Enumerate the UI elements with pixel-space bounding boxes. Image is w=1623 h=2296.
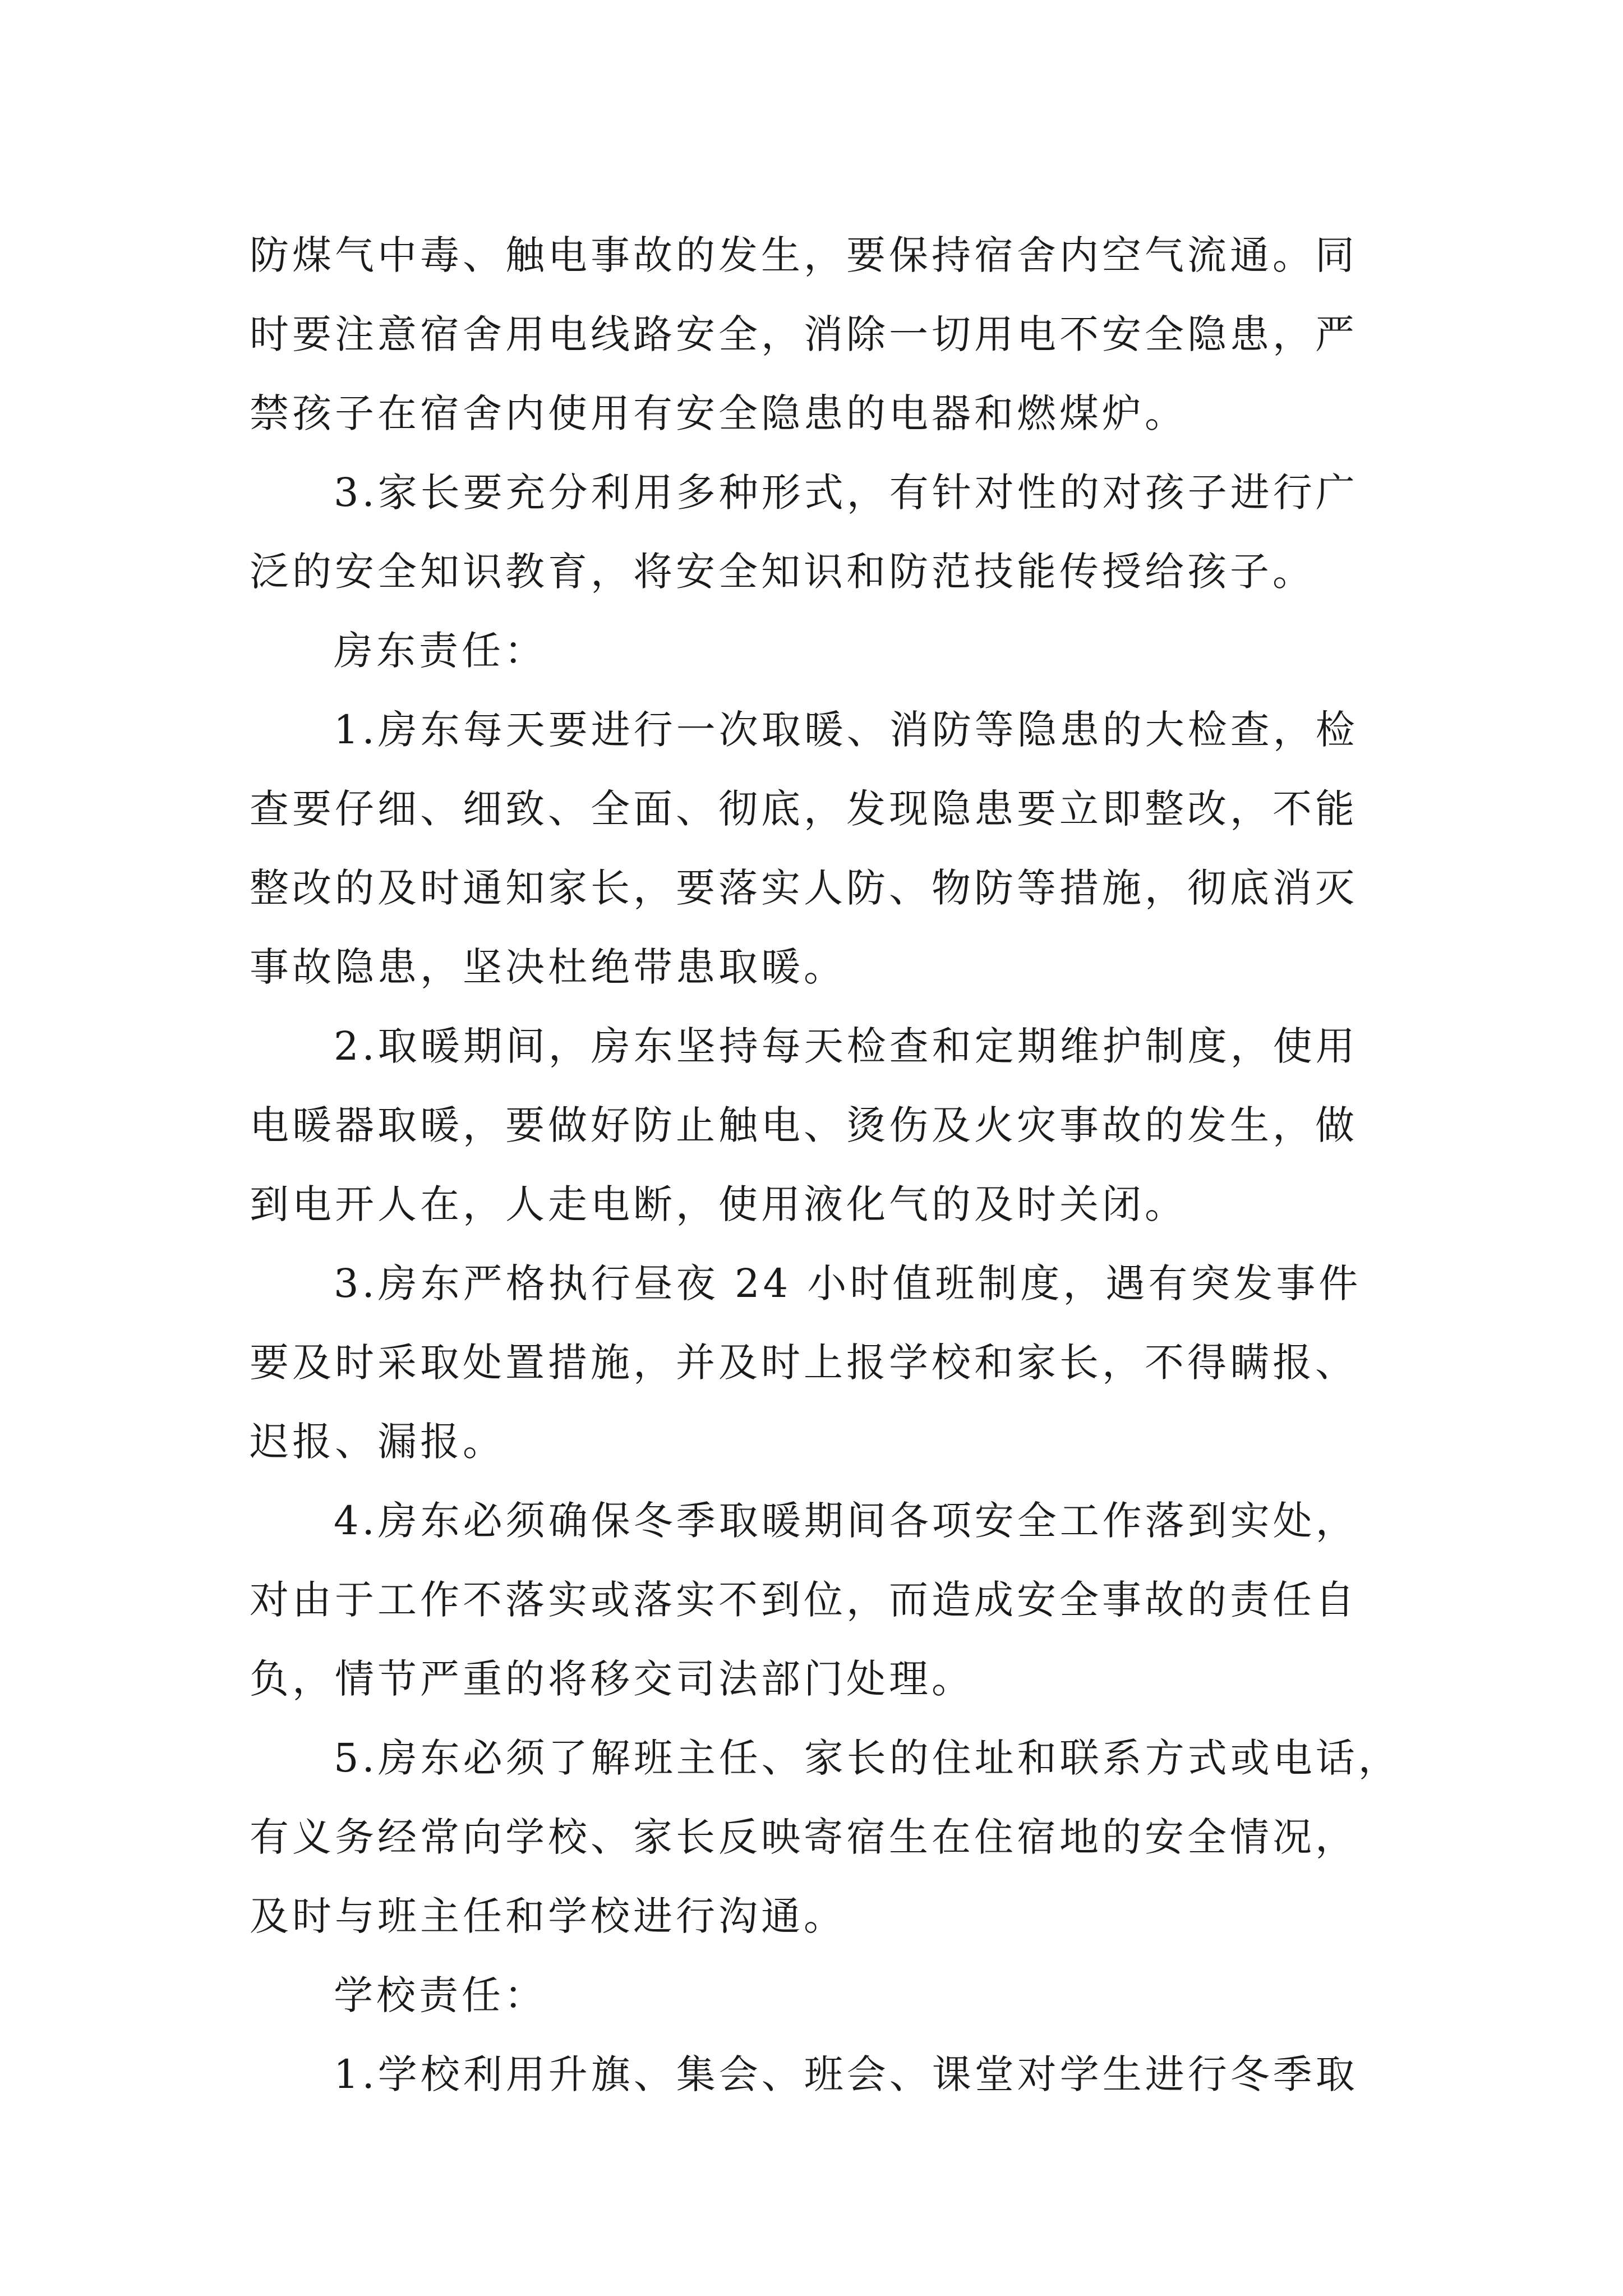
- text-line: 防煤气中毒、触电事故的发生，要保持宿舍内空气流通。同: [250, 232, 1358, 278]
- text-line: 泛的安全知识教育，将安全知识和防范技能传授给孩子。: [250, 549, 1315, 595]
- text-line: 要及时采取处置措施，并及时上报学校和家长，不得瞒报、: [250, 1340, 1358, 1386]
- text-line: 2.取暖期间，房东坚持每天检查和定期维护制度，使用: [334, 1023, 1358, 1069]
- text-line: 1.房东每天要进行一次取暖、消防等隐患的大检查，检: [334, 707, 1358, 753]
- text-line: 4.房东必须确保冬季取暖期间各项安全工作落到实处，: [334, 1498, 1358, 1544]
- text-line: 禁孩子在宿舍内使用有安全隐患的电器和燃煤炉。: [250, 390, 1187, 436]
- document-body: [250, 216, 1401, 2114]
- text-line: 迟报、漏报。: [250, 1419, 505, 1465]
- text-line: 时要注意宿舍用电线路安全，消除一切用电不安全隐患，严: [250, 311, 1358, 357]
- text-line: 电暖器取暖，要做好防止触电、烫伤及火灾事故的发生，做: [250, 1102, 1358, 1148]
- text-line: 5.房东必须了解班主任、家长的住址和联系方式或电话，: [334, 1735, 1401, 1781]
- text-line: 房东责任：: [334, 628, 547, 674]
- text-line: 3.房东严格执行昼夜 24 小时值班制度，遇有突发事件: [334, 1260, 1362, 1306]
- text-line: 到电开人在，人走电断，使用液化气的及时关闭。: [250, 1181, 1187, 1227]
- text-line: 事故隐患，坚决杜绝带患取暖。: [250, 944, 846, 990]
- text-line: 对由于工作不落实或落实不到位，而造成安全事故的责任自: [250, 1577, 1358, 1623]
- text-line: 及时与班主任和学校进行沟通。: [250, 1893, 846, 1939]
- text-line: 负，情节严重的将移交司法部门处理。: [250, 1656, 974, 1702]
- text-line: 有义务经常向学校、家长反映寄宿生在住宿地的安全情况，: [250, 1814, 1358, 1860]
- text-line: 1.学校利用升旗、集会、班会、课堂对学生进行冬季取: [334, 2051, 1358, 2097]
- text-line: 整改的及时通知家长，要落实人防、物防等措施，彻底消灭: [250, 865, 1358, 911]
- text-line: 学校责任：: [334, 1972, 547, 2018]
- text-line: 查要仔细、细致、全面、彻底，发现隐患要立即整改，不能: [250, 786, 1358, 832]
- text-line: 3.家长要充分利用多种形式，有针对性的对孩子进行广: [334, 470, 1358, 516]
